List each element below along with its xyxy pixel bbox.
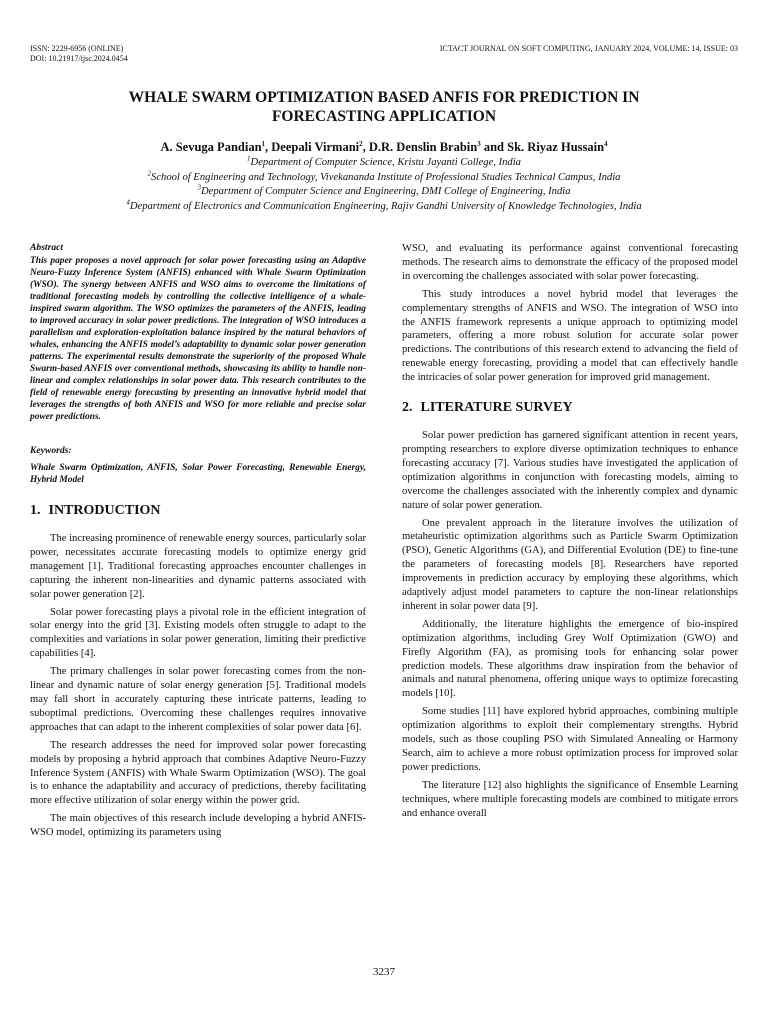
affiliations: [20, 156, 748, 214]
paragraph: The main objectives of this research include developing a hybrid ANFIS-WSO model, optimizing its parameters using: [30, 813, 366, 839]
paragraph: One prevalent approach in the literature involves the utilization of metaheuristic optimization algorithms such as Particle Swarm Optimization (PSO), Genetic Algorithms (GA), and Differential Evolution (DE) to fine-tune the parameters of forecasting models [8]. Researchers have reported improvements in prediction accuracy by employing these algorithms, which adaptively adjust model parameters to capture the non-linear relationships inherent in solar power data [9].: [402, 517, 738, 612]
paragraph: Additionally, the literature highlights the emergence of bio-inspired optimization algorithms, including Grey Wolf Optimization (GWO) and Firefly Algorithm (FA), as promising tools for enhancing solar power prediction models. These algorithms draw inspiration from the behavior of animals and natural phenomena, offering unique ways to optimize forecasting models [10].: [402, 618, 738, 700]
affiliation-text: Department of Electronics and Communication Engineering, Rajiv Gandhi University of Knowledge Technologies, India: [129, 200, 642, 212]
affiliation-sup: 4: [126, 197, 130, 206]
author-name: Sk. Riyaz Hussain: [507, 140, 605, 154]
paragraph: This study introduces a novel hybrid model that leverages the complementary strengths of ANFIS and WSO. The integration of WSO into the ANFIS framework represents a unique approach to optimizing model parameters, offering a more robust solution for accurate solar power predictions. The contributions of this research extend to advancing the field of renewable energy forecasting, providing a model that can effectively handle the intricacies of solar power generation for improved grid management.: [402, 288, 738, 384]
abstract-heading: Abstract: [30, 242, 64, 253]
author-sup: 4: [604, 139, 608, 148]
section-number: 1.: [30, 503, 41, 518]
author-sup: 2: [359, 139, 363, 148]
authors: [40, 139, 728, 155]
title-line-1: WHALE SWARM OPTIMIZATION BASED ANFIS FOR PREDICTION IN: [128, 89, 640, 106]
affiliation-text: School of Engineering and Technology, Vivekananda Institute of Professional Studies Technical Campus, India: [151, 171, 621, 183]
author-sep: ,: [265, 140, 272, 154]
left-column: [30, 242, 366, 844]
doi: DOI: 10.21917/ijsc.2024.0454: [30, 54, 128, 63]
abstract-text: This paper proposes a novel approach for solar power forecasting using an Adaptive Neuro-Fuzzy Inference System (ANFIS) enhanced with Whale Swarm Optimization (WSO). The synergy between ANFIS and WSO aims to overcome the limitations of traditional forecasting models by controlling the collective intelligence of a whale-inspired swarm algorithm. The WSO optimizes the parameters of the ANFIS, leading to improved accuracy in solar power predictions. The integration of WSO introduces a parallelism and exploration-exploitation balance inspired by the natural behaviors of whales, enhancing the ANFIS model’s adaptability to dynamic solar power generation patterns. The experimental results demonstrate the superiority of the proposed Whale Swarm-based ANFIS over conventional methods, showcasing its ability to handle non-linear and complex relationships in solar power data. This research contributes to the field of renewable energy forecasting by presenting an innovative hybrid model that leverages the strengths of both ANFIS and WSO for more reliable and precise solar power predictions.: [30, 256, 366, 422]
header-left: [30, 44, 128, 64]
section-heading-literature-survey: [402, 399, 738, 417]
paragraph: The literature [12] also highlights the significance of Ensemble Learning techniques, where multiple forecasting models are combined to mitigate errors and enhance overall: [402, 779, 738, 819]
affiliation-sup: 1: [247, 154, 251, 163]
affiliation-sup: 2: [147, 168, 152, 177]
affiliation-text: Department of Computer Science and Engineering, DMI College of Engineering, India: [200, 186, 571, 197]
paragraph: The increasing prominence of renewable energy sources, particularly solar power, necessitates accurate forecasting models to optimize energy grid management [1]. Traditional forecasting approaches encounter challenges in capturing the inherent non-linearities and dynamic patterns associated with solar power generation [2].: [30, 533, 367, 600]
affiliation-sup: 3: [197, 183, 201, 192]
author-name: A. Sevuga Pandian: [160, 140, 262, 154]
affiliation: [20, 156, 748, 171]
keywords-heading: Keywords:: [30, 445, 72, 456]
right-column: [402, 242, 738, 825]
title-line-2: FORECASTING APPLICATION: [271, 108, 497, 125]
section-heading-introduction: [30, 502, 366, 520]
author-sup: 1: [261, 139, 266, 148]
author-sep: ,: [362, 140, 369, 154]
section-title: INTRODUCTION: [48, 503, 161, 518]
paragraph-continuation: WSO, and evaluating its performance against conventional forecasting methods. The research aims to demonstrate the efficacy of the proposed model in overcoming the challenges associated with solar power forecasting.: [402, 243, 738, 282]
issn: ISSN: 2229-6956 (ONLINE): [30, 44, 124, 53]
affiliation: [20, 197, 748, 215]
author-name: D.R. Denslin Brabin: [368, 140, 478, 154]
paragraph: Some studies [11] have explored hybrid approaches, combining multiple optimization algorithms to exploit their complementary strengths. Hybrid models, such as those coupling PSO with Simulated Annealing or Harmony Search, aim to achieve a more robust optimization process for improved solar power predictions.: [402, 706, 738, 773]
author-sep: and: [480, 140, 508, 154]
author-sup: 3: [477, 139, 481, 148]
paragraph: Solar power prediction has garnered significant attention in recent years, prompting researchers to explore diverse optimization techniques to enhance forecasting accuracy [7]. Various studies have investigated the application of optimization algorithms in conjunction with forecasting models, aiming to overcome the challenges associated with the inherently complex and dynamic nature of solar power generation.: [402, 430, 738, 511]
paper-title: [60, 88, 708, 126]
journal-header: ICTACT JOURNAL ON SOFT COMPUTING, JANUARY 2024, VOLUME: 14, ISSUE: 03: [439, 44, 738, 53]
page-number: 3237: [373, 966, 395, 978]
section-title: LITERATURE SURVEY: [420, 400, 573, 416]
affiliation: [20, 168, 748, 186]
author-name: Deepali Virmani: [271, 140, 360, 154]
affiliation-text: Department of Computer Science, Kristu Jayanti College, India: [250, 157, 521, 168]
paragraph: Solar power forecasting plays a pivotal role in the efficient integration of solar energy into the grid [3]. Existing models often struggle to adapt to the complexities and variations in solar power generation, limiting their predictive capabilities [4].: [30, 606, 366, 660]
keywords-text: Whale Swarm Optimization, ANFIS, Solar Power Forecasting, Renewable Energy, Hybrid Model: [30, 463, 366, 485]
section-number: 2.: [402, 400, 413, 416]
paragraph: The research addresses the need for improved solar power forecasting models by proposing a hybrid approach that combines Adaptive Neuro-Fuzzy Inference System (ANFIS) with Whale Swarm Optimization (WSO). The goal is to enhance the adaptability and accuracy of predictions, thereby facilitating more effective utilization of solar energy within the power grid.: [30, 739, 366, 807]
paragraph: The primary challenges in solar power forecasting comes from the non-linear and dynamic nature of solar energy generation [5]. Traditional models may fall short in accurately capturing these intricate patterns, leading to suboptimal predictions. Overcoming these challenges requires innovative approaches that can adapt to the inherent complexities of solar power data [6].: [30, 666, 366, 733]
